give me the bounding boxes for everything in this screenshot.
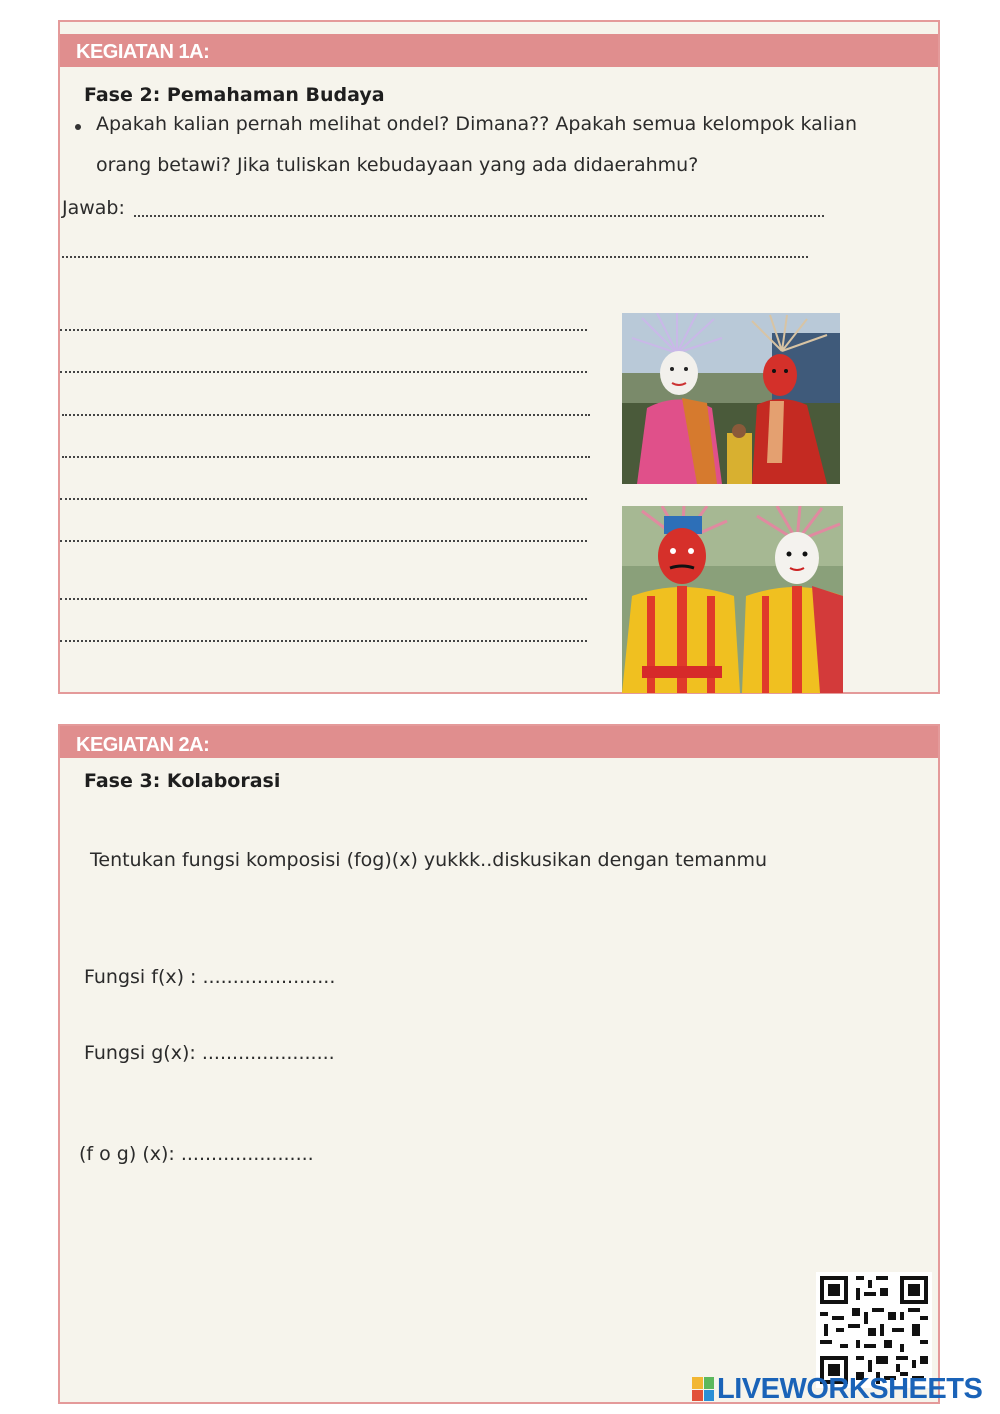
composition-label: (f o g) (x): bbox=[79, 1143, 181, 1165]
answer-line[interactable] bbox=[60, 598, 587, 600]
question-line-2: orang betawi? Jika tuliskan kebudayaan yang ada didaerahmu? bbox=[96, 154, 699, 176]
activity-2-panel bbox=[58, 724, 940, 1404]
answer-line[interactable] bbox=[60, 329, 587, 331]
function-g-label: Fungsi g(x): bbox=[84, 1042, 202, 1064]
function-f-row bbox=[84, 966, 335, 988]
answer-line[interactable] bbox=[60, 371, 587, 373]
qr-code bbox=[816, 1272, 932, 1388]
ondel-ondel-photo-1 bbox=[622, 313, 840, 484]
composition-answer[interactable]: ...................... bbox=[180, 1143, 314, 1165]
composition-row bbox=[79, 1143, 314, 1165]
answer-label: Jawab: bbox=[62, 197, 125, 219]
ondel-ondel-photo-2 bbox=[622, 506, 843, 693]
bullet-icon bbox=[75, 124, 81, 130]
activity-1-header: KEGIATAN 1A: bbox=[60, 34, 938, 67]
answer-line[interactable] bbox=[60, 498, 587, 500]
answer-line[interactable] bbox=[62, 414, 590, 416]
function-f-label: Fungsi f(x) : bbox=[84, 966, 203, 988]
instruction-text: Tentukan fungsi komposisi (fog)(x) yukkk..diskusikan dengan temanmu bbox=[90, 849, 767, 871]
liveworksheets-mark-icon bbox=[692, 1377, 714, 1401]
answer-line[interactable] bbox=[62, 456, 590, 458]
activity-2-phase-title: Fase 3: Kolaborasi bbox=[84, 770, 281, 792]
function-g-answer[interactable]: ...................... bbox=[201, 1042, 335, 1064]
function-f-answer[interactable]: ...................... bbox=[202, 966, 336, 988]
answer-line[interactable] bbox=[62, 256, 808, 258]
function-g-row bbox=[84, 1042, 335, 1064]
activity-1-phase-title: Fase 2: Pemahaman Budaya bbox=[84, 84, 385, 106]
answer-line[interactable] bbox=[60, 540, 587, 542]
activity-2-header: KEGIATAN 2A: bbox=[60, 726, 938, 758]
answer-line[interactable] bbox=[134, 215, 824, 217]
answer-line[interactable] bbox=[60, 640, 587, 642]
question-line-1: Apakah kalian pernah melihat ondel? Dimana?? Apakah semua kelompok kalian bbox=[96, 113, 858, 135]
liveworksheets-logo bbox=[692, 1372, 982, 1406]
liveworksheets-brand-text: LIVEWORKSHEETS bbox=[717, 1372, 983, 1405]
